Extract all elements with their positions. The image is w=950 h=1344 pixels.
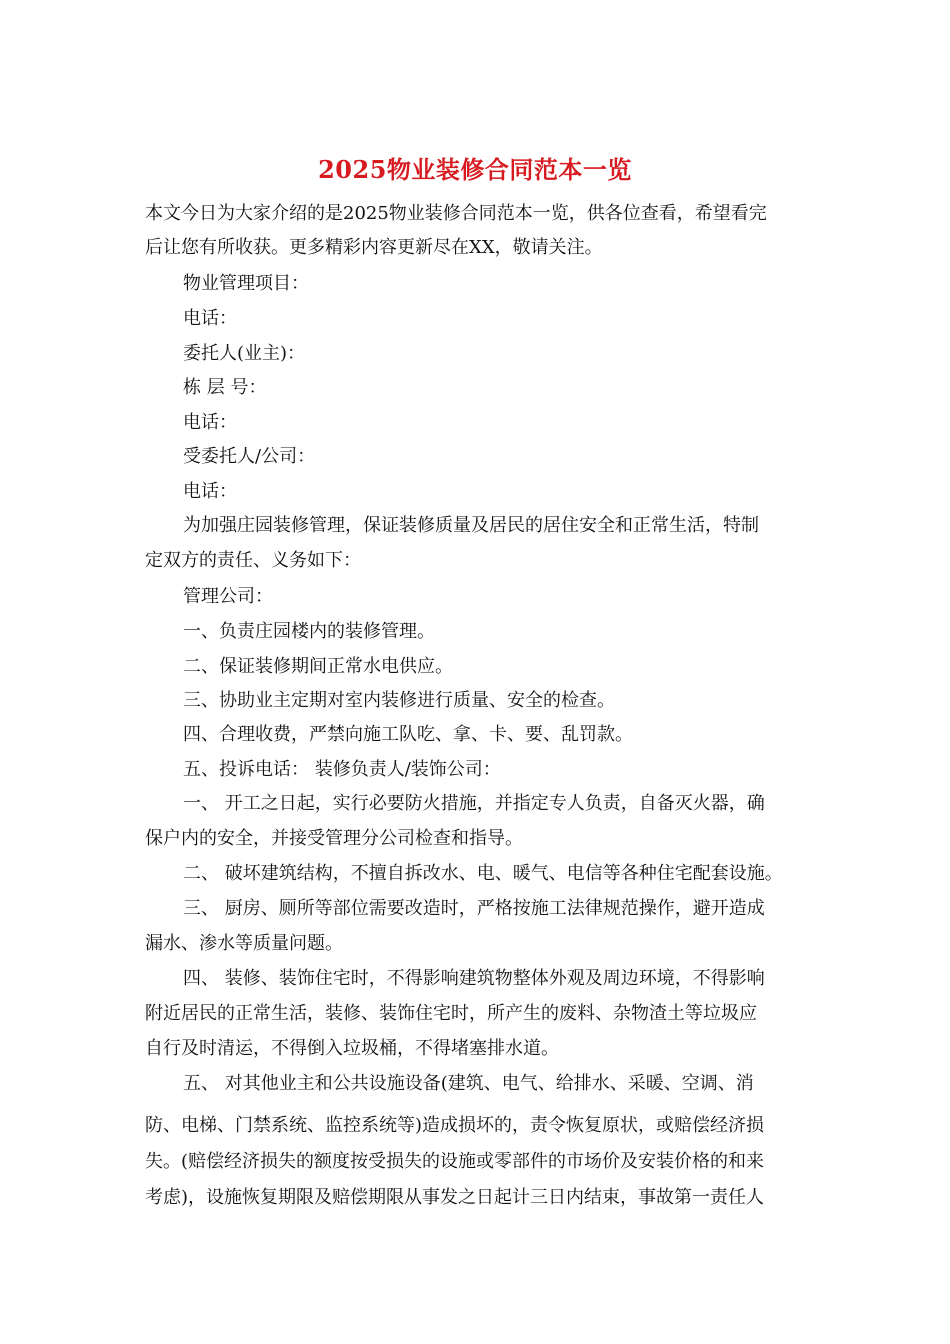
field-building: 栋 层 号： [183,377,267,398]
paragraph-line: 考虑)，设施恢复期限及赔偿期限从事发之日起计三日内结束，事故第一责任人 [145,1187,765,1208]
document-title: 2025物业装修合同范本一览 [318,155,632,184]
paragraph-line: 自行及时清运，不得倒入垃圾桶，不得堵塞排水道。 [145,1038,559,1059]
field-client: 委托人(业主)： [183,343,306,364]
list-item: 一、负责庄园楼内的装修管理。 [183,621,435,642]
paragraph-line: 五、 对其他业主和公共设施设备(建筑、电气、给排水、采暖、空调、消 [183,1073,754,1094]
paragraph-line: 漏水、渗水等质量问题。 [145,933,343,954]
paragraph-line: 附近居民的正常生活，装修、装饰住宅时，所产生的废料、杂物渣土等垃圾应 [145,1003,757,1024]
list-item: 五、投诉电话： 装修负责人/装饰公司： [183,759,501,780]
paragraph-line: 一、 开工之日起，实行必要防火措施，并指定专人负责，自备灭火器，确 [183,793,765,814]
list-item: 四、合理收费，严禁向施工队吃、拿、卡、要、乱罚款。 [183,724,633,745]
field-phone-1: 电话： [183,308,237,329]
intro-line-2: 后让您有所收获。更多精彩内容更新尽在XX，敬请关注。 [145,237,603,258]
paragraph-line: 保户内的安全，并接受管理分公司检查和指导。 [145,828,523,849]
paragraph-line: 定双方的责任、义务如下： [145,550,361,571]
paragraph-line: 二、 破坏建筑结构，不擅自拆改水、电、暖气、电信等各种住宅配套设施。 [183,863,783,884]
intro-line-1: 本文今日为大家介绍的是2025物业装修合同范本一览，供各位查看，希望看完 [145,203,767,224]
field-agent: 受委托人/公司： [183,446,316,467]
paragraph-line: 四、 装修、装饰住宅时，不得影响建筑物整体外观及周边环境，不得影响 [183,968,765,989]
paragraph-line: 三、 厨房、厕所等部位需要改造时，严格按施工法律规范操作，避开造成 [183,898,765,919]
paragraph-line: 失。(赔偿经济损失的额度按受损失的设施或零部件的市场价及安装价格的和来 [145,1151,765,1172]
list-item: 二、保证装修期间正常水电供应。 [183,656,453,677]
field-project: 物业管理项目： [183,273,309,294]
paragraph-line: 防、电梯、门禁系统、监控系统等)造成损坏的，责令恢复原状，或赔偿经济损 [145,1115,765,1136]
field-phone-2: 电话： [183,412,237,433]
field-phone-3: 电话： [183,481,237,502]
list-item: 三、协助业主定期对室内装修进行质量、安全的检查。 [183,690,615,711]
paragraph-line: 为加强庄园装修管理，保证装修质量及居民的居住安全和正常生活，特制 [183,515,759,536]
section-heading: 管理公司： [183,586,273,607]
